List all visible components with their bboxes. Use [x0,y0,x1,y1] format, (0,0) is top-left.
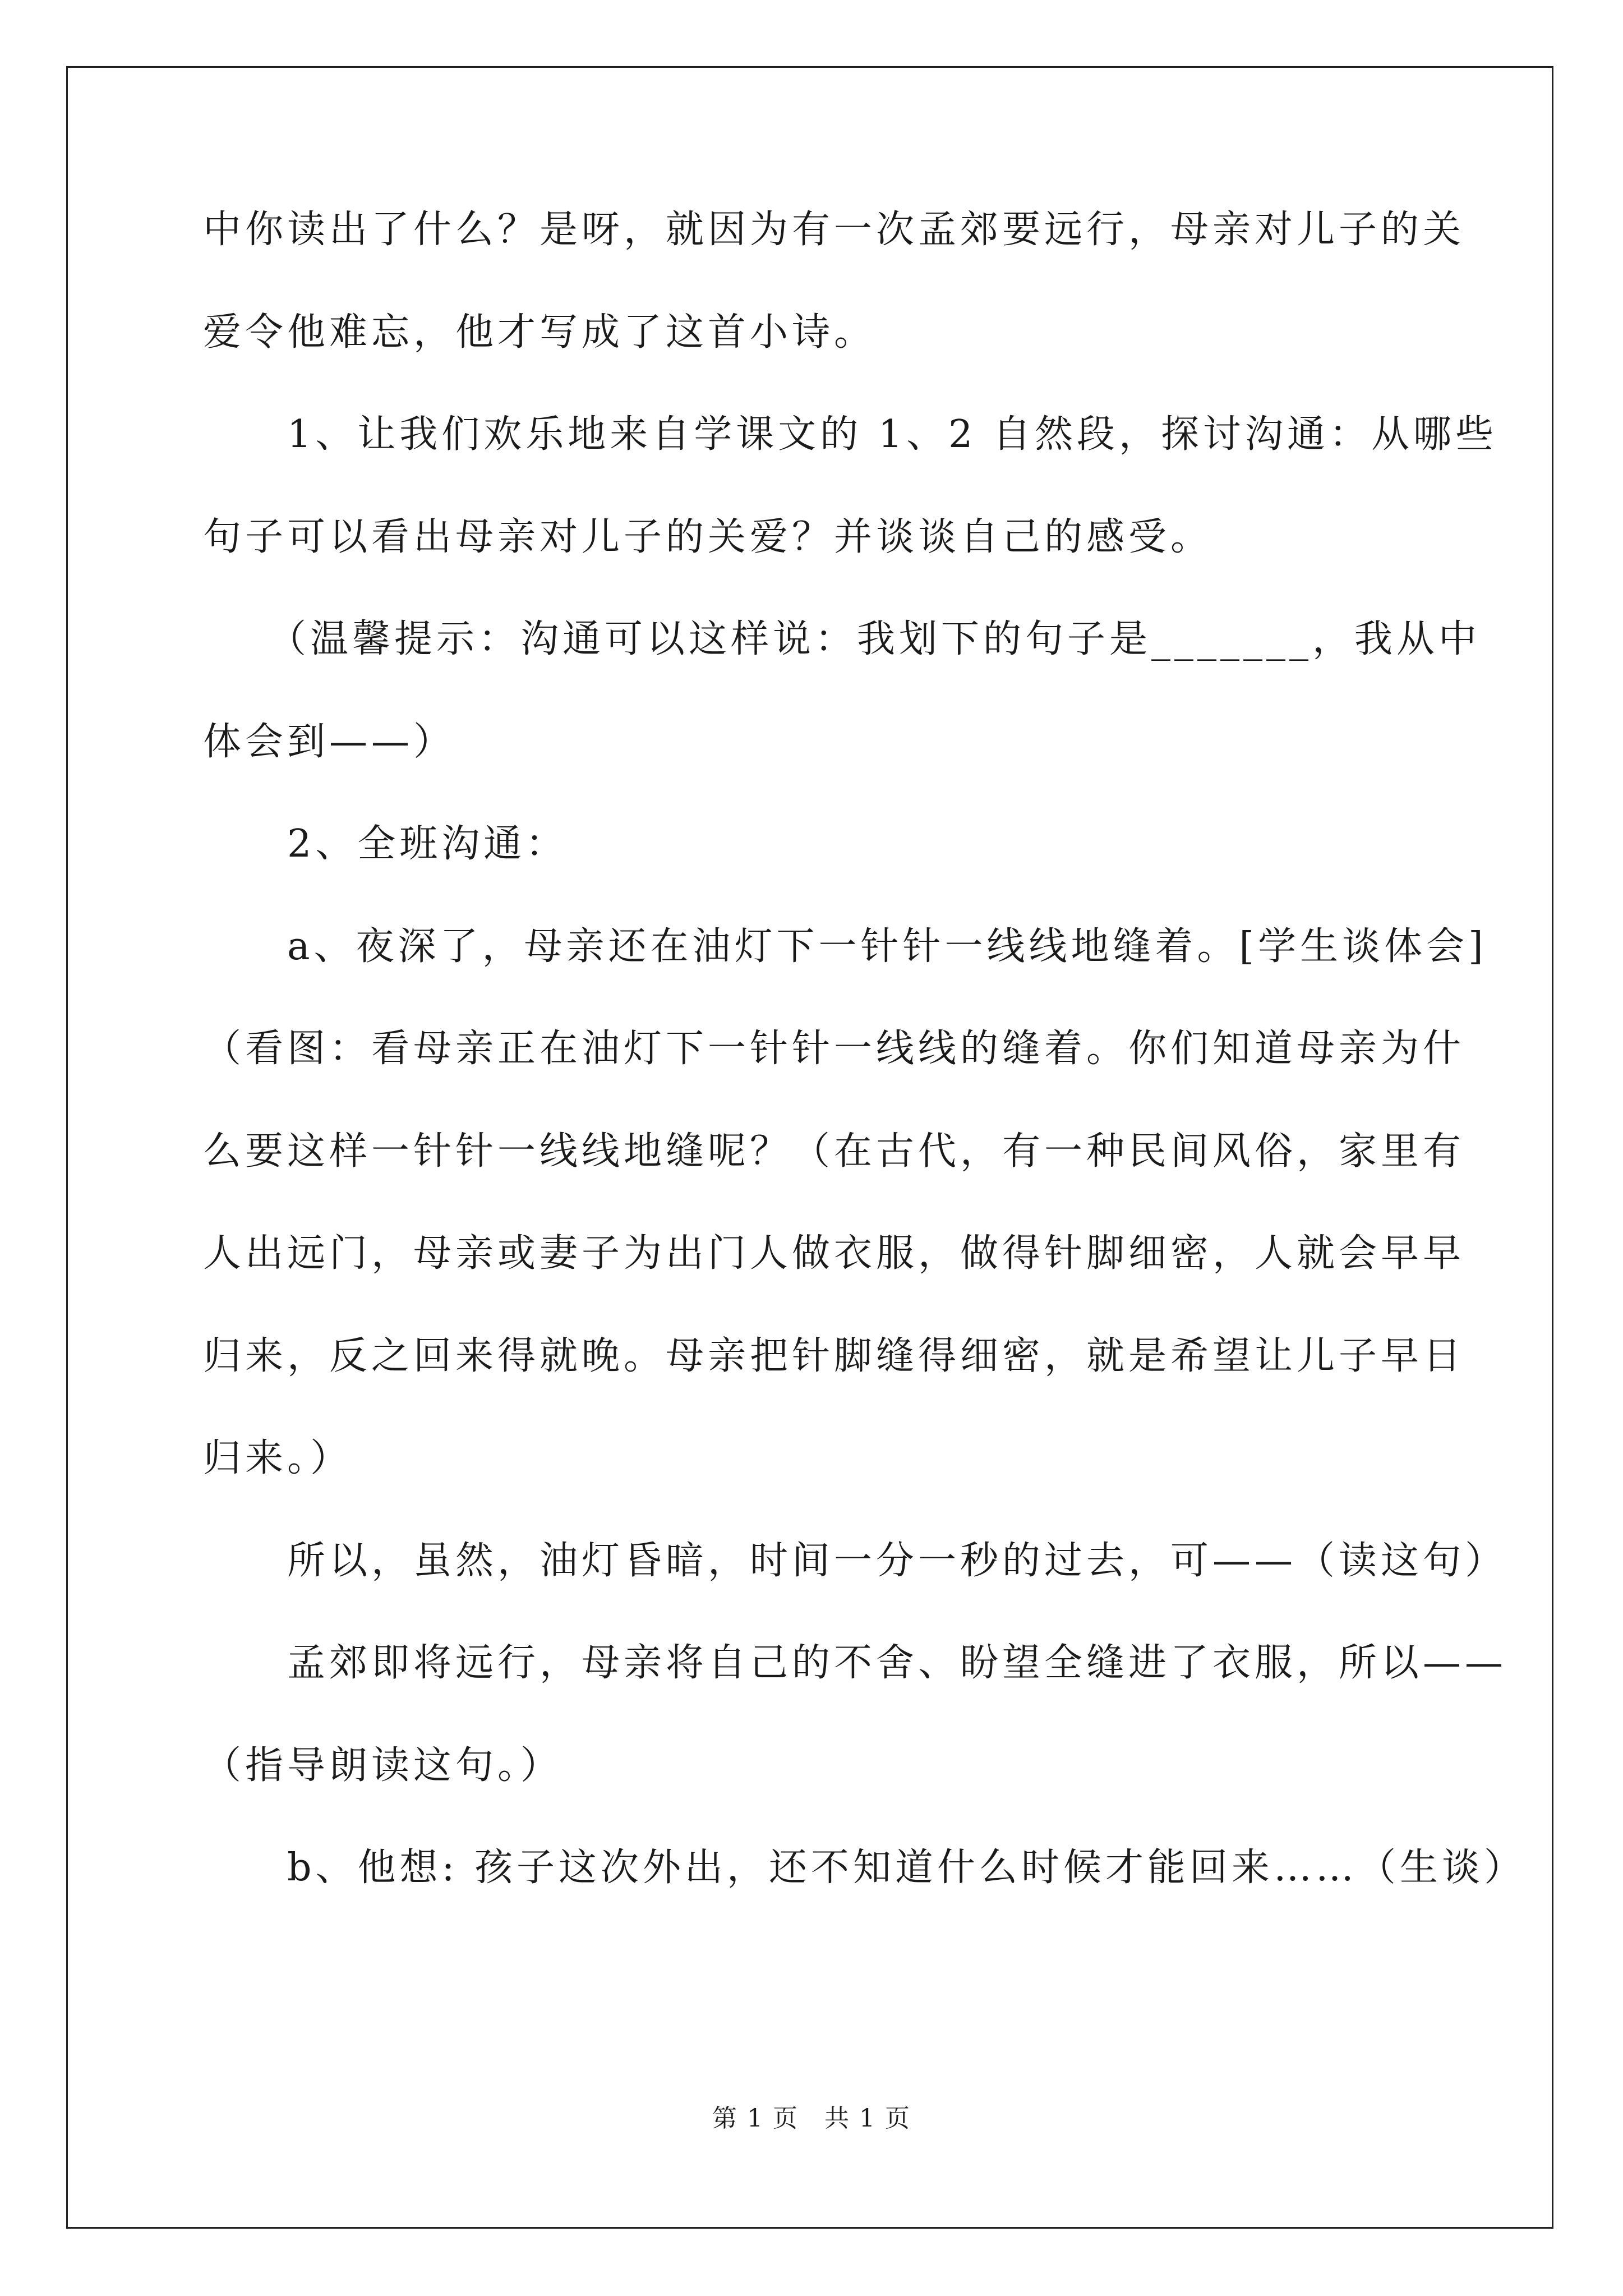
text-line: 体会到——） [203,720,456,764]
text-line: （指导朗读这句。） [203,1743,563,1788]
text-line: 孟郊即将远行，母亲将自己的不舍、盼望全缝进了衣服，所以—— [203,1641,1507,1685]
text-line: a、夜深了，母亲还在油灯下一针针一线线地缝着。[学生谈体会] [203,924,1487,969]
page-number-footer: 第 1 页 共 1 页 [712,2104,911,2133]
text-line: （看图：看母亲正在油灯下一针针一线线的缝着。你们知道母亲为什 [203,1027,1465,1071]
text-line: 归来。） [203,1436,353,1480]
text-line: 爱令他难忘，他才写成了这首小诗。 [203,310,877,355]
text-line: 归来，反之回来得就晚。母亲把针脚缝得细密，就是希望让儿子早日 [203,1334,1465,1378]
text-line: 句子可以看出母亲对儿子的关爱？并谈谈自己的感受。 [203,515,1213,559]
text-line: b、他想: 孩子这次外出，还不知道什么时候才能回来……（生谈） [203,1846,1527,1890]
text-line: 人出远门，母亲或妻子为出门人做衣服，做得针脚细密，人就会早早 [203,1231,1465,1276]
text-line: 1、让我们欢乐地来自学课文的 1、2 自然段，探讨沟通：从哪些 [203,412,1498,457]
text-line: （温馨提示：沟通可以这样说：我划下的句子是_______，我从中 [203,617,1481,661]
text-line: 所以，虽然，油灯昏暗，时间一分一秒的过去，可——（读这句） [203,1539,1507,1583]
text-line: 么要这样一针针一线线地缝呢？（在古代，有一种民间风俗，家里有 [203,1129,1465,1174]
text-line: 中你读出了什么？是呀，就因为有一次孟郊要远行，母亲对儿子的关 [203,208,1465,252]
text-line: 2、全班沟通： [203,822,568,866]
